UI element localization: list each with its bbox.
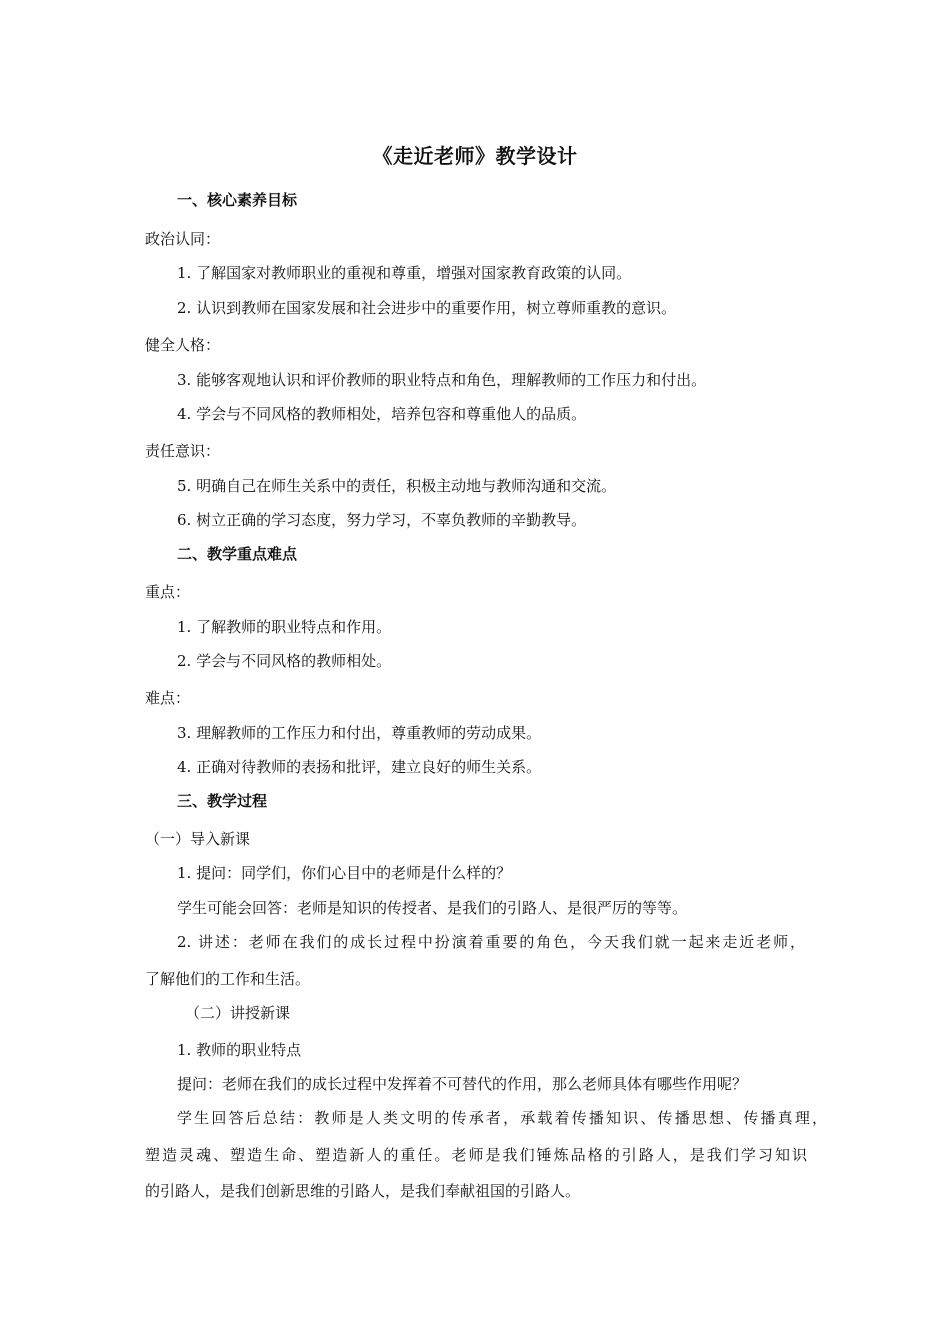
difficulty-label: 难点： bbox=[145, 689, 191, 707]
section-heading-goals: 一、核心素养目标 bbox=[177, 191, 298, 209]
group-label-personality: 健全人格： bbox=[145, 336, 221, 354]
focus-item-2: 2. 学会与不同风格的教师相处。 bbox=[177, 652, 392, 670]
document-title: 《走近老师》教学设计 bbox=[372, 144, 578, 168]
goal-item-3: 3. 能够客观地认识和评价教师的职业特点和角色，理解教师的工作压力和付出。 bbox=[177, 371, 707, 389]
intro-narration-line1: 2. 讲述：老师在我们的成长过程中扮演着重要的角色，今天我们就一起来走近老师， bbox=[177, 933, 805, 951]
intro-narration-line2: 了解他们的工作和生活。 bbox=[145, 970, 311, 988]
difficulty-item-3: 3. 理解教师的工作压力和付出，尊重教师的劳动成果。 bbox=[177, 724, 542, 742]
summary-line1: 学生回答后总结：教师是人类文明的传承者，承载着传播知识、传播思想、传播真理， bbox=[177, 1109, 827, 1127]
group-label-political: 政治认同： bbox=[145, 230, 221, 248]
summary-line3: 的引路人，是我们创新思维的引路人，是我们奉献祖国的引路人。 bbox=[145, 1182, 581, 1200]
goal-item-4: 4. 学会与不同风格的教师相处，培养包容和尊重他人的品质。 bbox=[177, 405, 587, 423]
group-label-responsibility: 责任意识： bbox=[145, 442, 221, 460]
goal-item-6: 6. 树立正确的学习态度，努力学习，不辜负教师的辛勤教导。 bbox=[177, 511, 587, 529]
intro-question: 1. 提问：同学们，你们心目中的老师是什么样的？ bbox=[177, 864, 512, 882]
section-heading-focus: 二、教学重点难点 bbox=[177, 545, 298, 563]
goal-item-1: 1. 了解国家对教师职业的重视和尊重，增强对国家教育政策的认同。 bbox=[177, 264, 632, 282]
subsection-label-intro: （一）导入新课 bbox=[145, 830, 251, 848]
goal-item-2: 2. 认识到教师在国家发展和社会进步中的重要作用，树立尊师重教的意识。 bbox=[177, 299, 677, 317]
teaching-subheading: 1. 教师的职业特点 bbox=[177, 1041, 302, 1059]
teaching-question: 提问：老师在我们的成长过程中发挥着不可替代的作用，那么老师具体有哪些作用呢？ bbox=[177, 1075, 748, 1093]
difficulty-item-4: 4. 正确对待教师的表扬和批评，建立良好的师生关系。 bbox=[177, 758, 542, 776]
goal-item-5: 5. 明确自己在师生关系中的责任，积极主动地与教师沟通和交流。 bbox=[177, 477, 617, 495]
subsection-label-teaching: （二）讲授新课 bbox=[185, 1004, 291, 1022]
focus-item-1: 1. 了解教师的职业特点和作用。 bbox=[177, 618, 392, 636]
section-heading-process: 三、教学过程 bbox=[177, 792, 268, 810]
focus-label: 重点： bbox=[145, 583, 191, 601]
summary-line2: 塑造灵魂、塑造生命、塑造新人的重任。老师是我们锤炼品格的引路人，是我们学习知识 bbox=[145, 1146, 807, 1164]
intro-answer: 学生可能会回答：老师是知识的传授者、是我们的引路人、是很严厉的等等。 bbox=[177, 899, 688, 917]
